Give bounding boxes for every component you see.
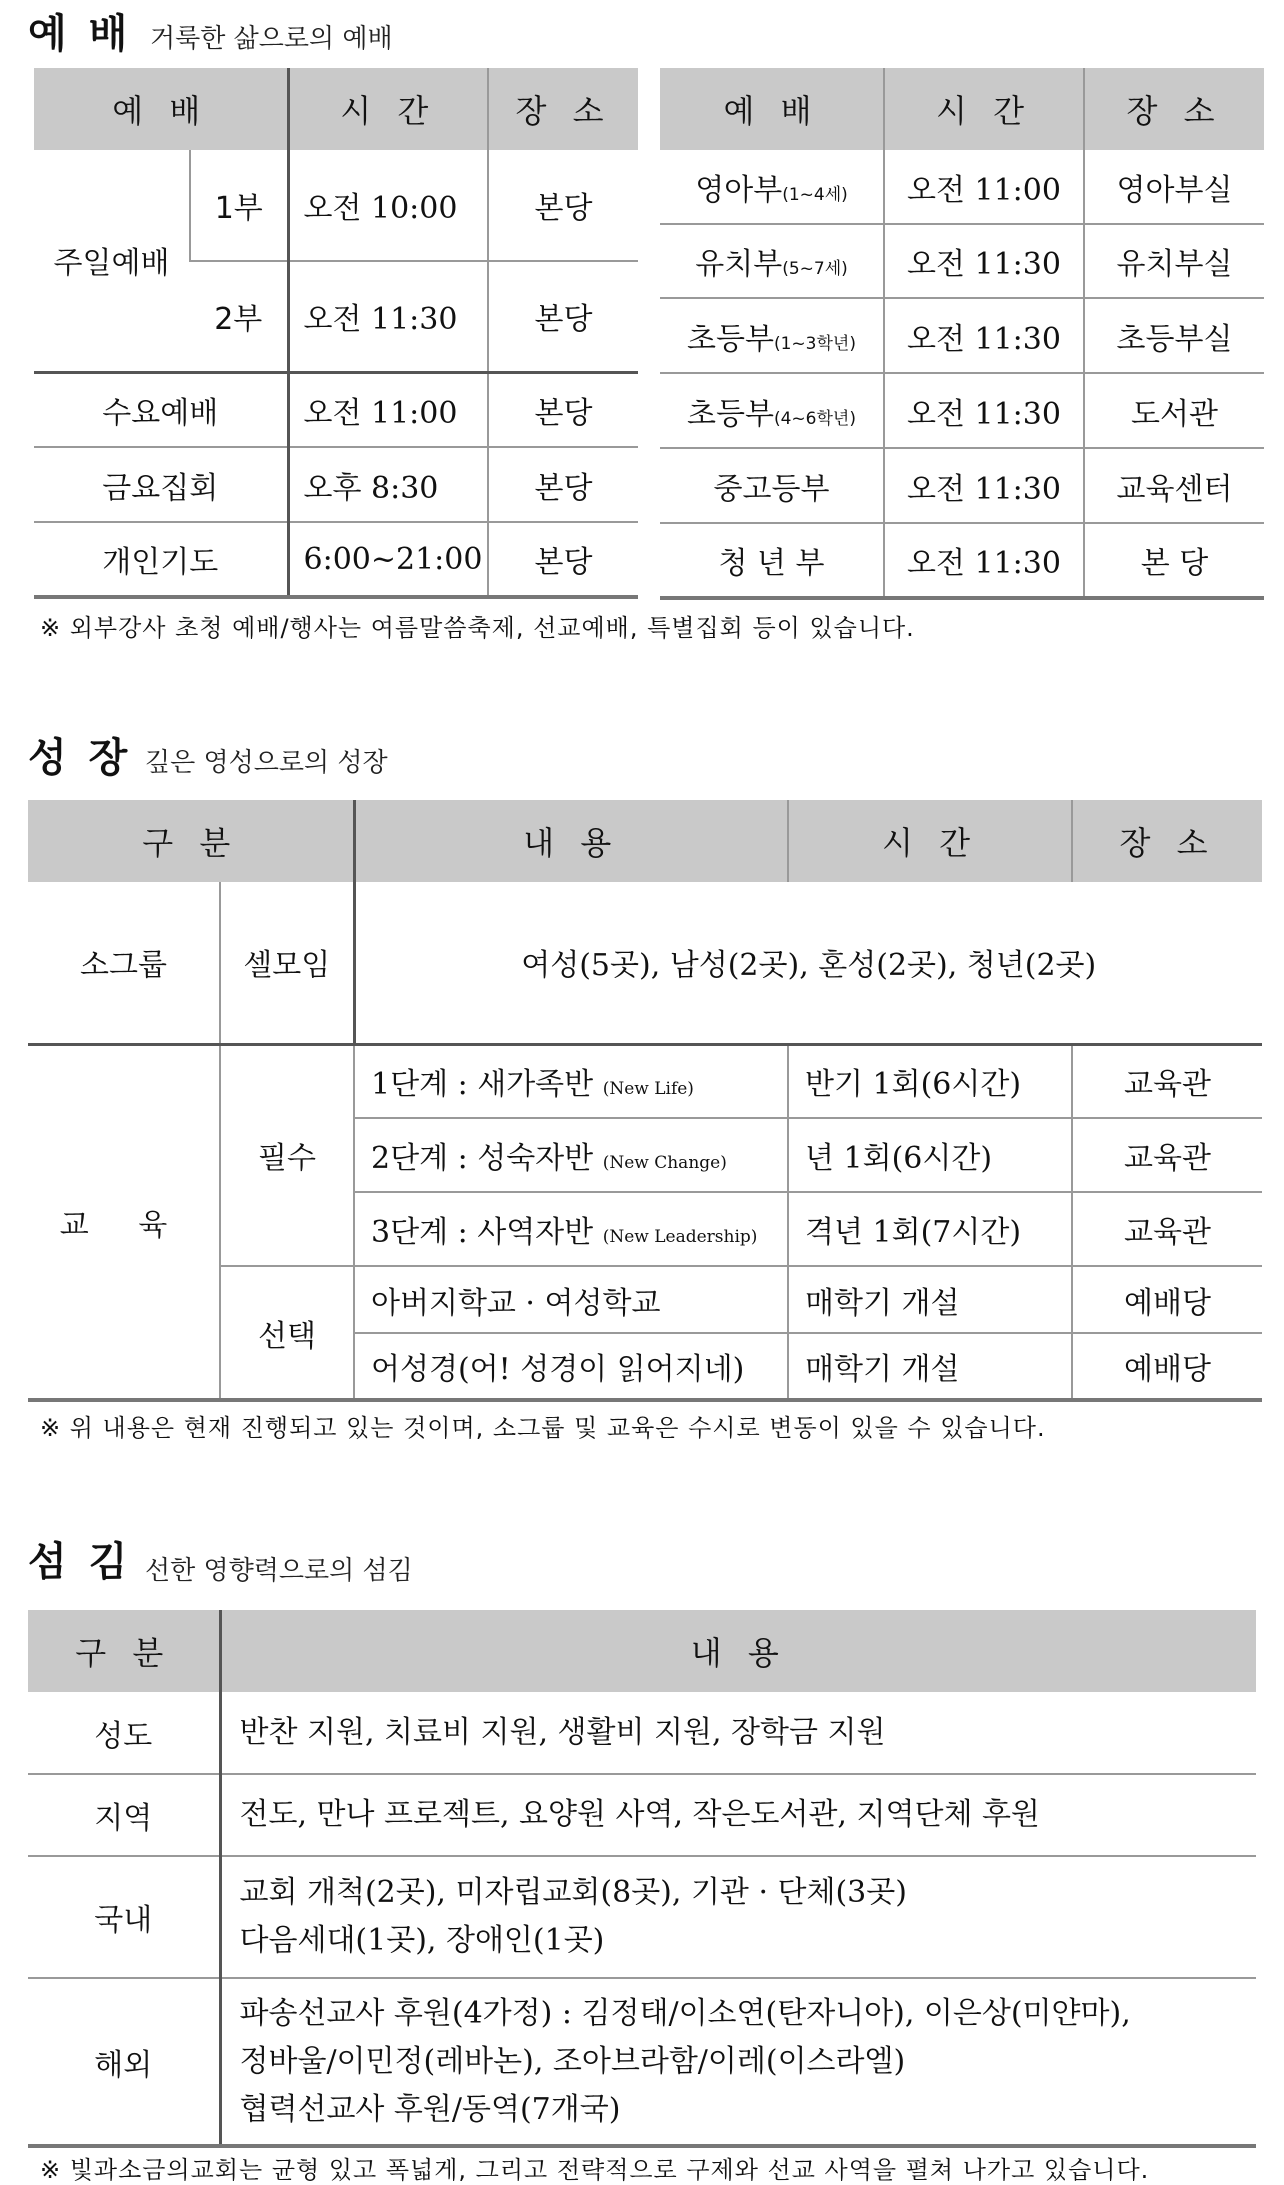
course-place: 교육관 xyxy=(1072,1118,1262,1192)
course-place: 예배당 xyxy=(1072,1333,1262,1400)
course-time: 년 1회(6시간) xyxy=(788,1118,1072,1192)
header-content: 내 용 xyxy=(220,1610,1256,1692)
cell-label: 셀모임 xyxy=(220,882,354,1044)
header-time: 시 간 xyxy=(788,800,1072,882)
course-title: 1단계 : 새가족반 xyxy=(371,1067,594,1103)
dept-time: 오전 11:30 xyxy=(884,448,1084,523)
dept-name xyxy=(660,150,884,224)
sunday-label: 주일예배 xyxy=(34,150,190,372)
service-line: 파송선교사 후원(4가정) : 김정태/이소연(탄자니아), 이은상(미얀마), xyxy=(239,1995,1131,2031)
course-place: 예배당 xyxy=(1072,1266,1262,1333)
header-content: 내 용 xyxy=(354,800,788,882)
dept-name xyxy=(660,523,884,598)
sunday-time: 오전 10:00 xyxy=(288,150,488,261)
sunday-part: 1부 xyxy=(190,150,288,261)
dept-place: 도서관 xyxy=(1084,373,1264,448)
dept-place: 초등부실 xyxy=(1084,298,1264,373)
course-name xyxy=(354,1118,788,1192)
sunday-place: 본당 xyxy=(488,150,638,261)
service-line: 협력선교사 후원/동역(7개국) xyxy=(239,2091,621,2127)
dept-age: (1~4세) xyxy=(782,184,848,205)
service-content xyxy=(220,1856,1256,1978)
service-line: 전도, 만나 프로젝트, 요양원 사역, 작은도서관, 지역단체 후원 xyxy=(239,1797,1040,1832)
worship-time: 6:00~21:00 xyxy=(288,522,488,597)
smallgroup-label: 소그룹 xyxy=(28,882,220,1044)
header-category: 구 분 xyxy=(28,800,354,882)
dept-time: 오전 11:30 xyxy=(884,523,1084,598)
header-time: 시 간 xyxy=(288,68,488,150)
worship-name: 금요집회 xyxy=(34,447,288,522)
service-note: ※ 빛과소금의교회는 균형 있고 폭넓게, 그리고 전략적으로 구제와 선교 사역을 펼쳐 나가고 있습니다. xyxy=(40,2156,1150,2184)
worship-table xyxy=(34,68,638,599)
course-title: 3단계 : 사역자반 xyxy=(371,1215,594,1250)
worship-place: 본당 xyxy=(488,447,638,522)
course-time: 반기 1회(6시간) xyxy=(788,1044,1072,1118)
dept-name xyxy=(660,224,884,298)
service-category: 지역 xyxy=(28,1774,220,1856)
course-name: 아버지학교 · 여성학교 xyxy=(354,1266,788,1333)
service-content xyxy=(220,1774,1256,1856)
growth-note: ※ 위 내용은 현재 진행되고 있는 것이며, 소그룹 및 교육은 수시로 변동이 있을 수 있습니다. xyxy=(40,1414,1046,1442)
worship-place: 본당 xyxy=(488,522,638,597)
course-time: 매학기 개설 xyxy=(788,1333,1072,1400)
department-table xyxy=(660,68,1264,600)
required-label: 필수 xyxy=(220,1044,354,1266)
dept-age: (5~7세) xyxy=(782,259,848,279)
course-time: 격년 1회(7시간) xyxy=(788,1192,1072,1266)
service-line: 다음세대(1곳), 장애인(1곳) xyxy=(239,1923,605,1958)
service-title: 섬 김 xyxy=(28,1539,132,1585)
dept-label: 중고등부 xyxy=(713,471,830,507)
service-line: 정바울/이민정(레바논), 조아브라함/이레(이스라엘) xyxy=(239,2043,906,2079)
edu-label: 교 육 xyxy=(28,1044,220,1400)
worship-title: 예 배 xyxy=(28,11,132,57)
service-table xyxy=(28,1610,1256,2148)
dept-name xyxy=(660,373,884,448)
dept-label: 영아부 xyxy=(695,172,783,208)
dept-place: 본 당 xyxy=(1084,523,1264,598)
course-eng: (New Life) xyxy=(602,1079,694,1100)
course-place: 교육관 xyxy=(1072,1044,1262,1118)
worship-subtitle: 거룩한 삶으로의 예배 xyxy=(150,24,393,54)
course-name xyxy=(354,1044,788,1118)
service-subtitle: 선한 영향력으로의 섬김 xyxy=(145,1556,413,1586)
header-place: 장 소 xyxy=(488,68,638,150)
growth-table xyxy=(28,800,1262,1402)
dept-time: 오전 11:30 xyxy=(884,224,1084,298)
header-worship: 예 배 xyxy=(34,68,288,150)
growth-title: 성 장 xyxy=(28,735,132,781)
dept-age: (1~3학년) xyxy=(773,333,856,354)
service-category: 해외 xyxy=(28,1978,220,2146)
worship-time: 오전 11:00 xyxy=(288,372,488,447)
sunday-part: 2부 xyxy=(190,261,288,372)
course-title: 2단계 : 성숙자반 xyxy=(371,1141,594,1176)
header-place: 장 소 xyxy=(1084,68,1264,150)
worship-name: 수요예배 xyxy=(34,372,288,447)
dept-name xyxy=(660,298,884,373)
course-place: 교육관 xyxy=(1072,1192,1262,1266)
dept-time: 오전 11:30 xyxy=(884,373,1084,448)
worship-name: 개인기도 xyxy=(34,522,288,597)
course-name: 어성경(어! 성경이 읽어지네) xyxy=(354,1333,788,1400)
dept-place: 영아부실 xyxy=(1084,150,1264,224)
sunday-place: 본당 xyxy=(488,261,638,372)
elective-label: 선택 xyxy=(220,1266,354,1400)
service-line: 교회 개척(2곳), 미자립교회(8곳), 기관 · 단체(3곳) xyxy=(239,1875,907,1910)
dept-label: 초등부 xyxy=(687,396,774,432)
header-place: 장 소 xyxy=(1072,800,1262,882)
dept-time: 오전 11:00 xyxy=(884,150,1084,224)
worship-place: 본당 xyxy=(488,372,638,447)
service-category: 성도 xyxy=(28,1692,220,1774)
course-eng: (New Change) xyxy=(602,1153,727,1173)
cell-content: 여성(5곳), 남성(2곳), 혼성(2곳), 청년(2곳) xyxy=(354,882,1262,1044)
dept-name xyxy=(660,448,884,523)
worship-time: 오후 8:30 xyxy=(288,447,488,522)
header-category: 구 분 xyxy=(28,1610,220,1692)
service-content xyxy=(220,1978,1256,2146)
dept-place: 유치부실 xyxy=(1084,224,1264,298)
course-name xyxy=(354,1192,788,1266)
dept-label: 청 년 부 xyxy=(718,546,825,581)
course-time: 매학기 개설 xyxy=(788,1266,1072,1333)
growth-subtitle: 깊은 영성으로의 성장 xyxy=(145,748,388,778)
service-line: 반찬 지원, 치료비 지원, 생활비 지원, 장학금 지원 xyxy=(239,1714,886,1750)
dept-label: 유치부 xyxy=(695,247,783,282)
service-category: 국내 xyxy=(28,1856,220,1978)
course-eng: (New Leadership) xyxy=(602,1227,758,1247)
dept-label: 초등부 xyxy=(687,321,774,357)
dept-age: (4~6학년) xyxy=(773,408,856,429)
header-dept: 예 배 xyxy=(660,68,884,150)
service-content xyxy=(220,1692,1256,1774)
worship-note: ※ 외부강사 초청 예배/행사는 여름말씀축제, 선교예배, 특별집회 등이 있습니다. xyxy=(40,614,915,642)
dept-place: 교육센터 xyxy=(1084,448,1264,523)
header-time: 시 간 xyxy=(884,68,1084,150)
sunday-time: 오전 11:30 xyxy=(288,261,488,372)
dept-time: 오전 11:30 xyxy=(884,298,1084,373)
